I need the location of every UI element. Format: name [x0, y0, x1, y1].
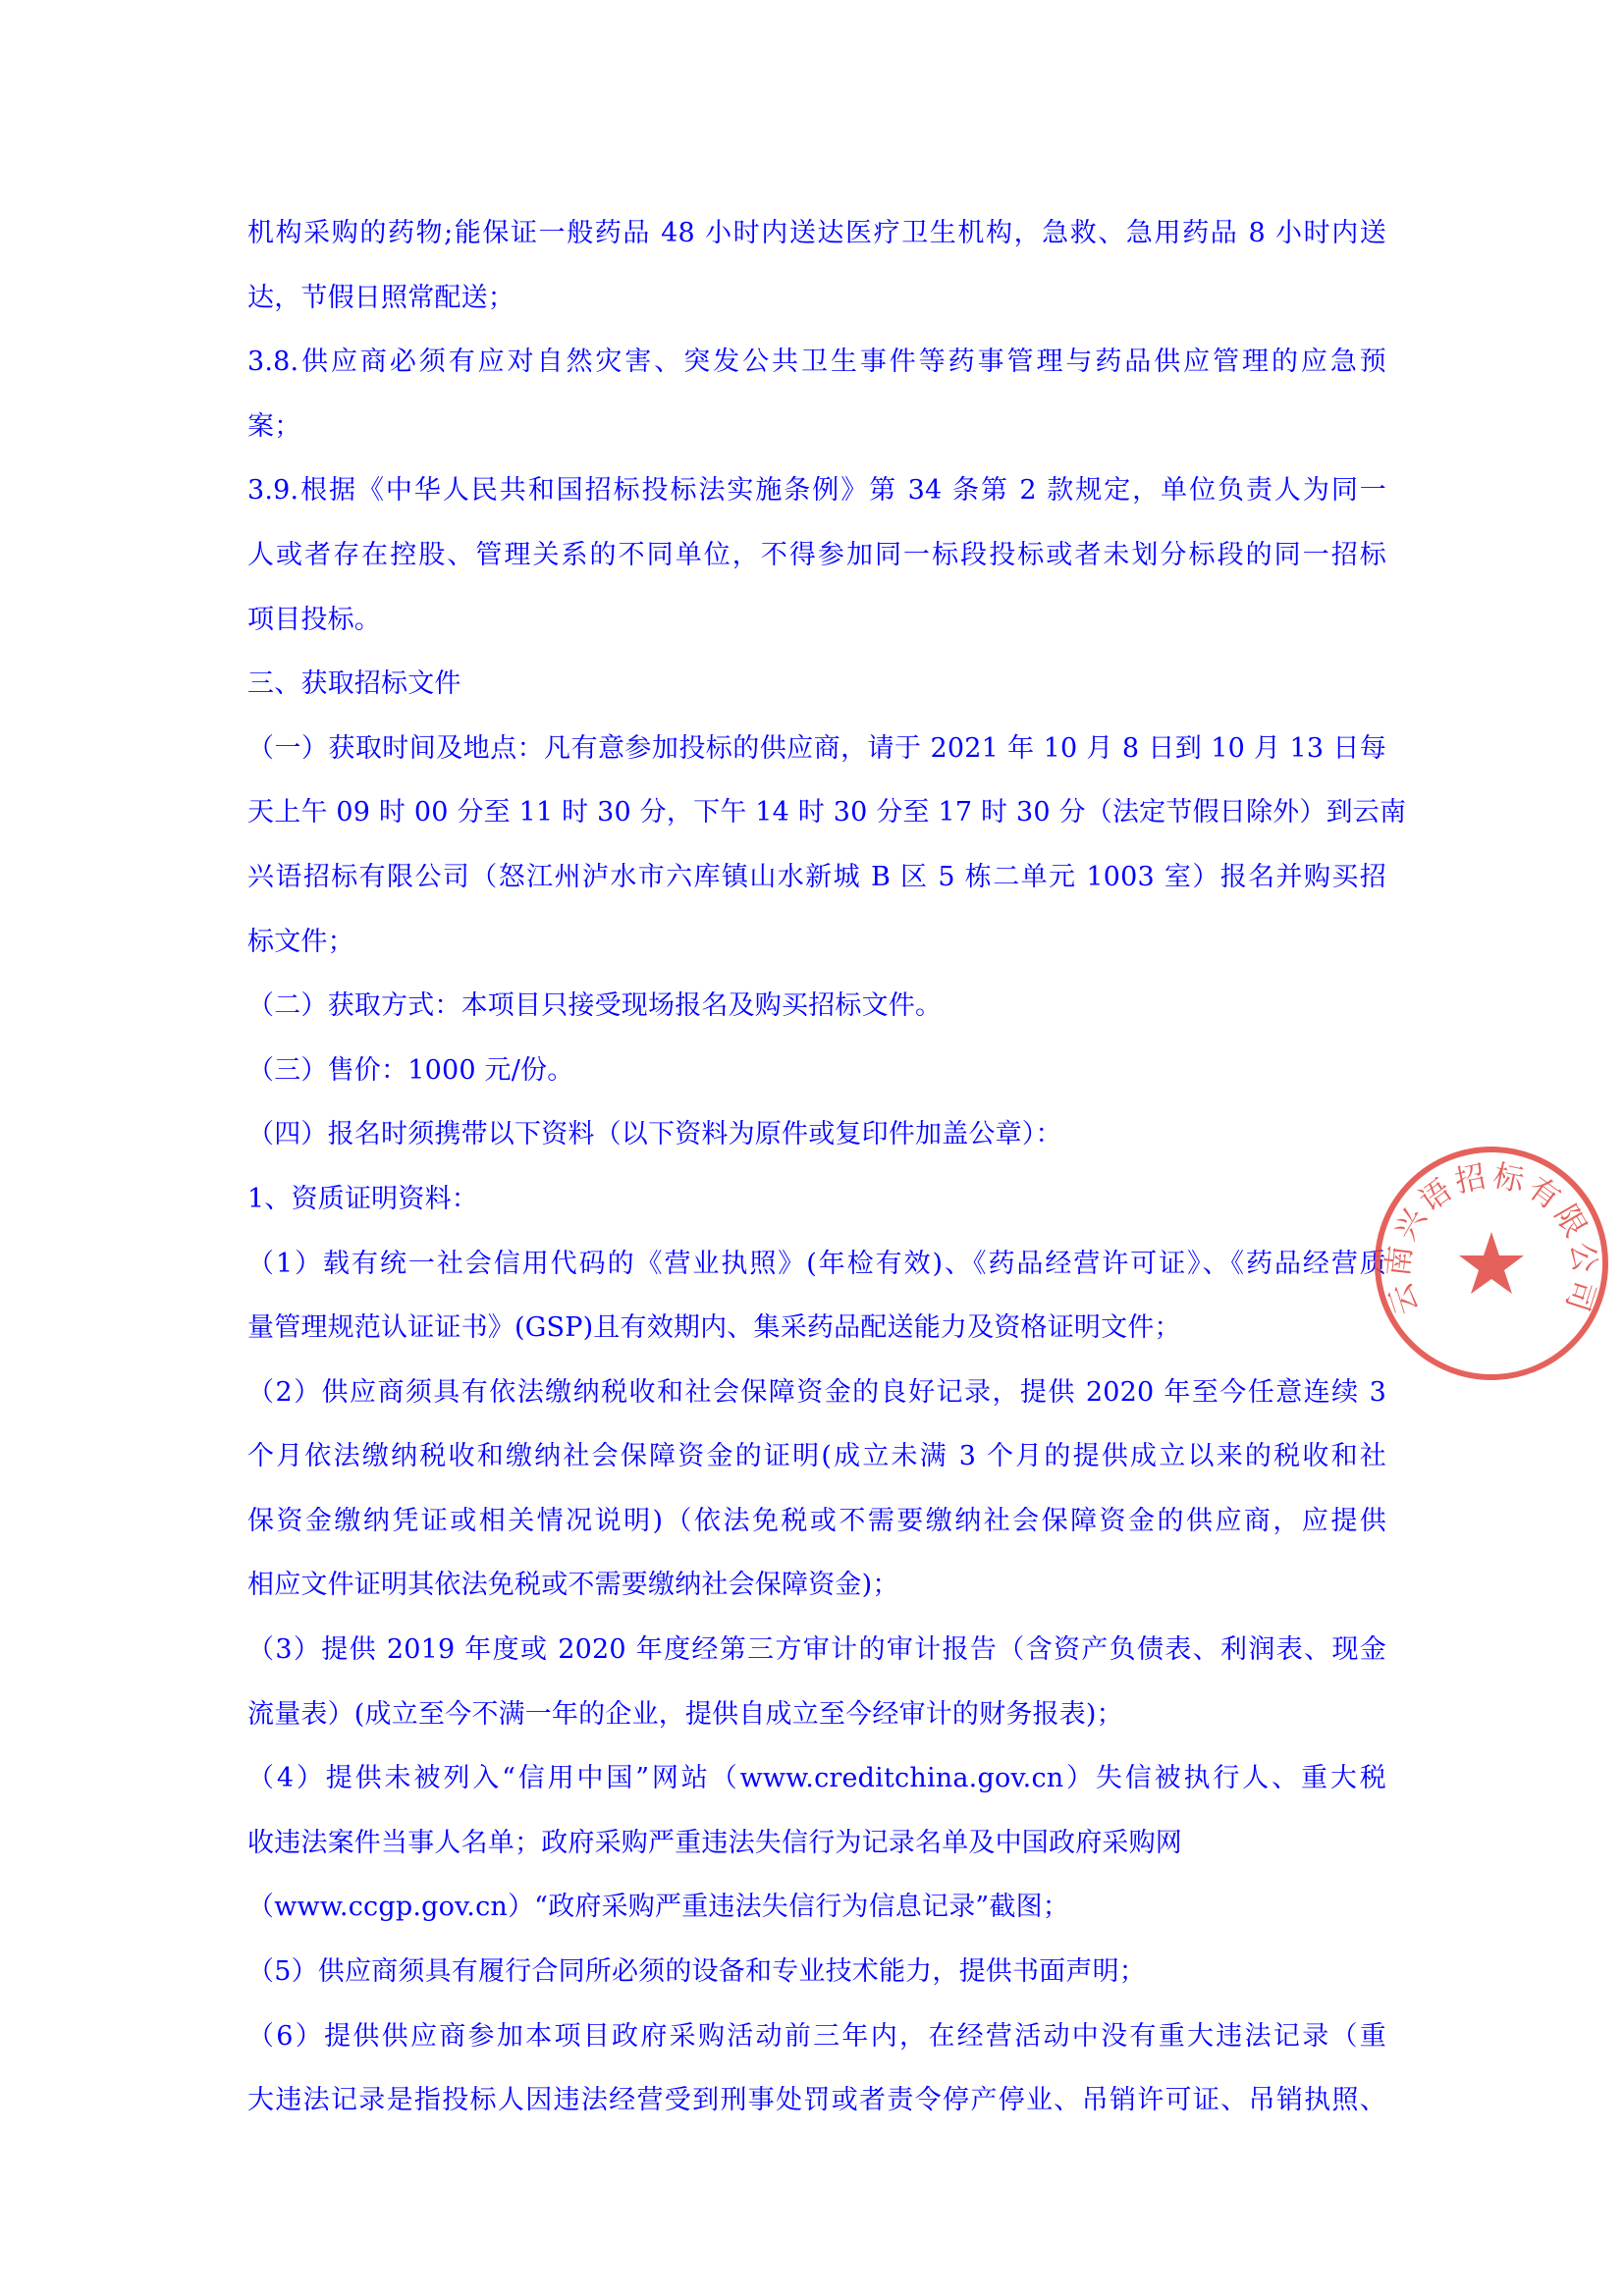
text-line: （5）供应商须具有履行合同所必须的设备和专业技术能力，提供书面声明； — [247, 1956, 1146, 1988]
text-line: 三、获取招标文件 — [247, 668, 461, 700]
text-line: 保资金缴纳凭证或相关情况说明)（依法免税或不需要缴纳社会保障资金的供应商，应提供 — [247, 1505, 1386, 1536]
text-line: 收违法案件当事人名单；政府采购严重违法失信行为记录名单及中国政府采购网 — [247, 1827, 1182, 1858]
text-line: （二）获取方式：本项目只接受现场报名及购买招标文件。 — [247, 990, 943, 1022]
text-line: （2）供应商须具有依法缴纳税收和社会保障资金的良好记录，提供 2020 年至今任意连续 3 — [247, 1376, 1386, 1408]
text-line: 1、资质证明资料： — [247, 1183, 478, 1214]
text-line: （三）售价：1000 元/份。 — [247, 1054, 574, 1086]
text-line: 机构采购的药物;能保证一般药品 48 小时内送达医疗卫生机构，急救、急用药品 8 小时内送 — [247, 218, 1386, 248]
text-line: 人或者存在控股、管理关系的不同单位，不得参加同一标段投标或者未划分标段的同一招标 — [247, 539, 1386, 570]
text-line: （一）获取时间及地点：凡有意参加投标的供应商，请于 2021 年 10 月 8 日到 10 月 13 日每 — [247, 732, 1386, 764]
text-line: （www.ccgp.gov.cn）“政府采购严重违法失信行为信息记录”截图； — [247, 1892, 1069, 1923]
text-line: 大违法记录是指投标人因违法经营受到刑事处罚或者责令停产停业、吊销许可证、吊销执照、 — [247, 2085, 1386, 2116]
text-line: 案； — [247, 410, 301, 442]
text-line: （1）载有统一社会信用代码的《营业执照》(年检有效)、《药品经营许可证》、《药品经营质 — [247, 1248, 1386, 1279]
text-line: 量管理规范认证证书》(GSP)且有效期内、集采药品配送能力及资格证明文件； — [247, 1312, 1181, 1344]
text-line: 3.9.根据《中华人民共和国招标投标法实施条例》第 34 条第 2 款规定，单位负责人为同一 — [247, 475, 1386, 507]
text-line: 3.8.供应商必须有应对自然灾害、突发公共卫生事件等药事管理与药品供应管理的应急预 — [247, 347, 1386, 378]
svg-text:云南兴语招标有限公司: 云南兴语招标有限公司 — [1380, 1157, 1603, 1319]
text-line: 项目投标。 — [247, 604, 381, 635]
text-line: （3）提供 2019 年度或 2020 年度经第三方审计的审计报告（含资产负债表、利润表、现金 — [247, 1634, 1386, 1666]
text-line: 相应文件证明其依法免税或不需要缴纳社会保障资金)； — [247, 1570, 899, 1601]
body-text — [247, 201, 1407, 2133]
text-line: 达，节假日照常配送； — [247, 282, 514, 313]
text-line: 流量表）(成立至今不满一年的企业，提供自成立至今经审计的财务报表)； — [247, 1698, 1123, 1730]
text-line: 天上午 09 时 00 分至 11 时 30 分，下午 14 时 30 分至 17 时 30 分（法定节假日除外）到云南 — [247, 797, 1407, 828]
text-line: 兴语招标有限公司（怒江州泸水市六库镇山水新城 B 区 5 栋二单元 1003 室）报名并购买招 — [247, 861, 1386, 892]
company-seal-icon — [1370, 1142, 1613, 1385]
text-line: （4）提供未被列入“信用中国”网站（www.creditchina.gov.cn）失信被执行人、重大税 — [247, 1763, 1386, 1794]
text-line: 个月依法缴纳税收和缴纳社会保障资金的证明(成立未满 3 个月的提供成立以来的税收和社 — [247, 1441, 1386, 1472]
text-line: （四）报名时须携带以下资料（以下资料为原件或复印件加盖公章）： — [247, 1119, 1062, 1150]
text-line: 标文件； — [247, 926, 354, 957]
text-line: （6）提供供应商参加本项目政府采购活动前三年内，在经营活动中没有重大违法记录（重 — [247, 2020, 1386, 2052]
